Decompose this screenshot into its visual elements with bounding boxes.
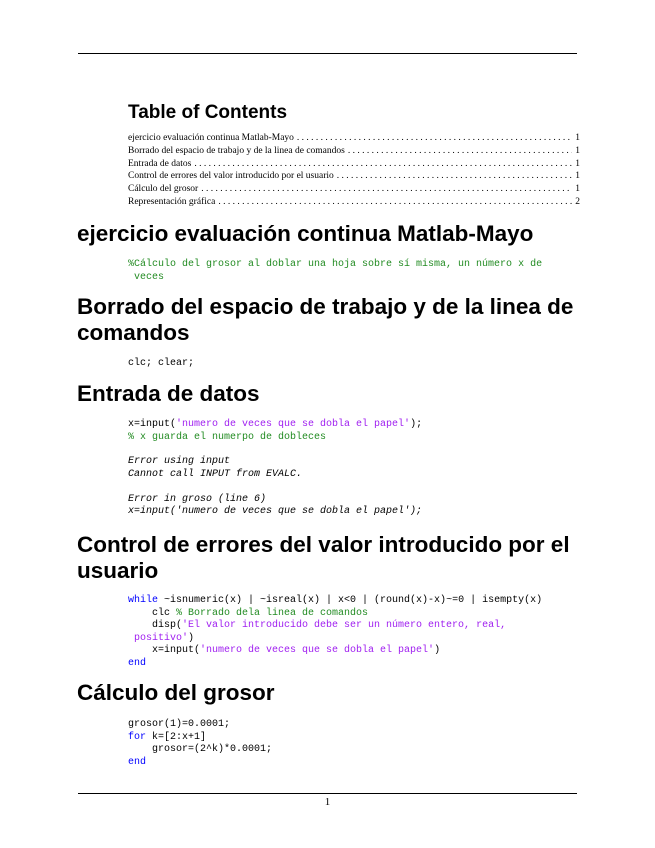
toc-entry-page: 1 [575,171,580,182]
code-comment: %Cálculo del grosor al doblar una hoja sobre sí misma, un número x de [128,259,543,270]
toc-entry[interactable] [128,132,580,145]
section-heading: Cálculo del grosor [77,680,275,705]
toc-entry-page: 1 [575,133,580,143]
code-text: grosor=(2^k)*0.0001; [128,744,273,756]
code-text: x=input( [128,645,201,657]
code-string: positivo' [128,632,189,644]
toc-entry-page: 1 [575,158,580,169]
code-text: clc [128,607,177,619]
section-heading: Borrado del espacio de trabajo y de la linea de comandos [77,294,574,345]
toc-leader-dots [348,145,572,158]
code-text: disp( [128,620,183,632]
code-string: 'numero de veces que se dobla el papel' [176,419,411,430]
toc-leader-dots [297,132,572,145]
section-heading: Entrada de datos [77,381,260,406]
toc-title: Table of Contents [128,102,288,123]
code-text: grosor(1)=0.0001; [128,719,231,730]
toc-entry-label[interactable]: Cálculo del grosor [128,184,199,195]
code-string: 'numero de veces que se dobla el papel' [200,645,435,657]
toc-entry[interactable] [128,183,580,196]
toc-entry-label[interactable]: Entrada de datos [128,158,192,169]
error-line: Cannot call INPUT from EVALC. [128,468,303,480]
toc-entry[interactable] [128,196,580,209]
code-comment: % Borrado dela linea de comandos [176,607,369,619]
code-block [128,595,542,671]
code-text: k=[2:x+1] [146,731,207,743]
code-block [128,719,272,769]
code-keyword: while [128,595,159,606]
toc-entry-page: 2 [575,196,580,207]
table-of-contents [128,100,580,209]
toc-entry[interactable] [128,170,580,183]
toc-leader-dots [201,183,572,196]
code-comment: % x guarda el numerpo de dobleces [128,431,327,443]
code-block [128,358,194,371]
code-text: ~isnumeric(x) | ~isreal(x) | x<0 | (round(x)-x)~=0 | isempty(x) [158,595,543,606]
section-heading: Control de errores del valor introducido por el usuario [77,532,570,583]
footer-rule [78,793,577,794]
toc-entry-label[interactable]: Control de errores del valor introducido por el usuario [128,171,334,182]
code-text: ) [188,632,195,644]
page-number: 1 [324,796,331,808]
code-text: x=input( [128,419,177,430]
code-keyword: for [128,731,147,743]
toc-entry[interactable] [128,158,580,171]
header-rule [78,53,577,54]
toc-leader-dots [194,158,572,171]
toc-leader-dots [337,170,572,183]
code-comment: veces [128,271,165,283]
toc-entry-page: 1 [575,145,580,156]
code-keyword: end [128,657,147,669]
toc-entry-page: 1 [575,184,580,195]
toc-entry-label[interactable]: ejercicio evaluación continua Matlab-Mayo [128,133,294,143]
toc-leader-dots [218,196,572,209]
code-keyword: end [128,756,147,768]
toc-entry-label[interactable]: Representación gráfica [128,196,216,207]
code-text: ) [434,645,441,657]
error-line: Error in groso (line 6) [128,493,267,505]
toc-entry[interactable] [128,145,580,158]
error-line: x=input('numero de veces que se dobla el papel'); [128,506,423,518]
code-block [128,419,422,444]
code-text: ); [410,419,423,430]
code-line: clc; clear; [128,358,195,369]
code-block [128,259,542,284]
toc-list [128,132,580,209]
section-heading: ejercicio evaluación continua Matlab-Mayo [77,221,534,246]
toc-entry-label[interactable]: Borrado del espacio de trabajo y de la linea de comandos [128,145,345,156]
error-line: Error using input [128,456,231,467]
code-string: 'El valor introducido debe ser un número entero, real, [182,620,507,632]
error-output [128,456,422,519]
